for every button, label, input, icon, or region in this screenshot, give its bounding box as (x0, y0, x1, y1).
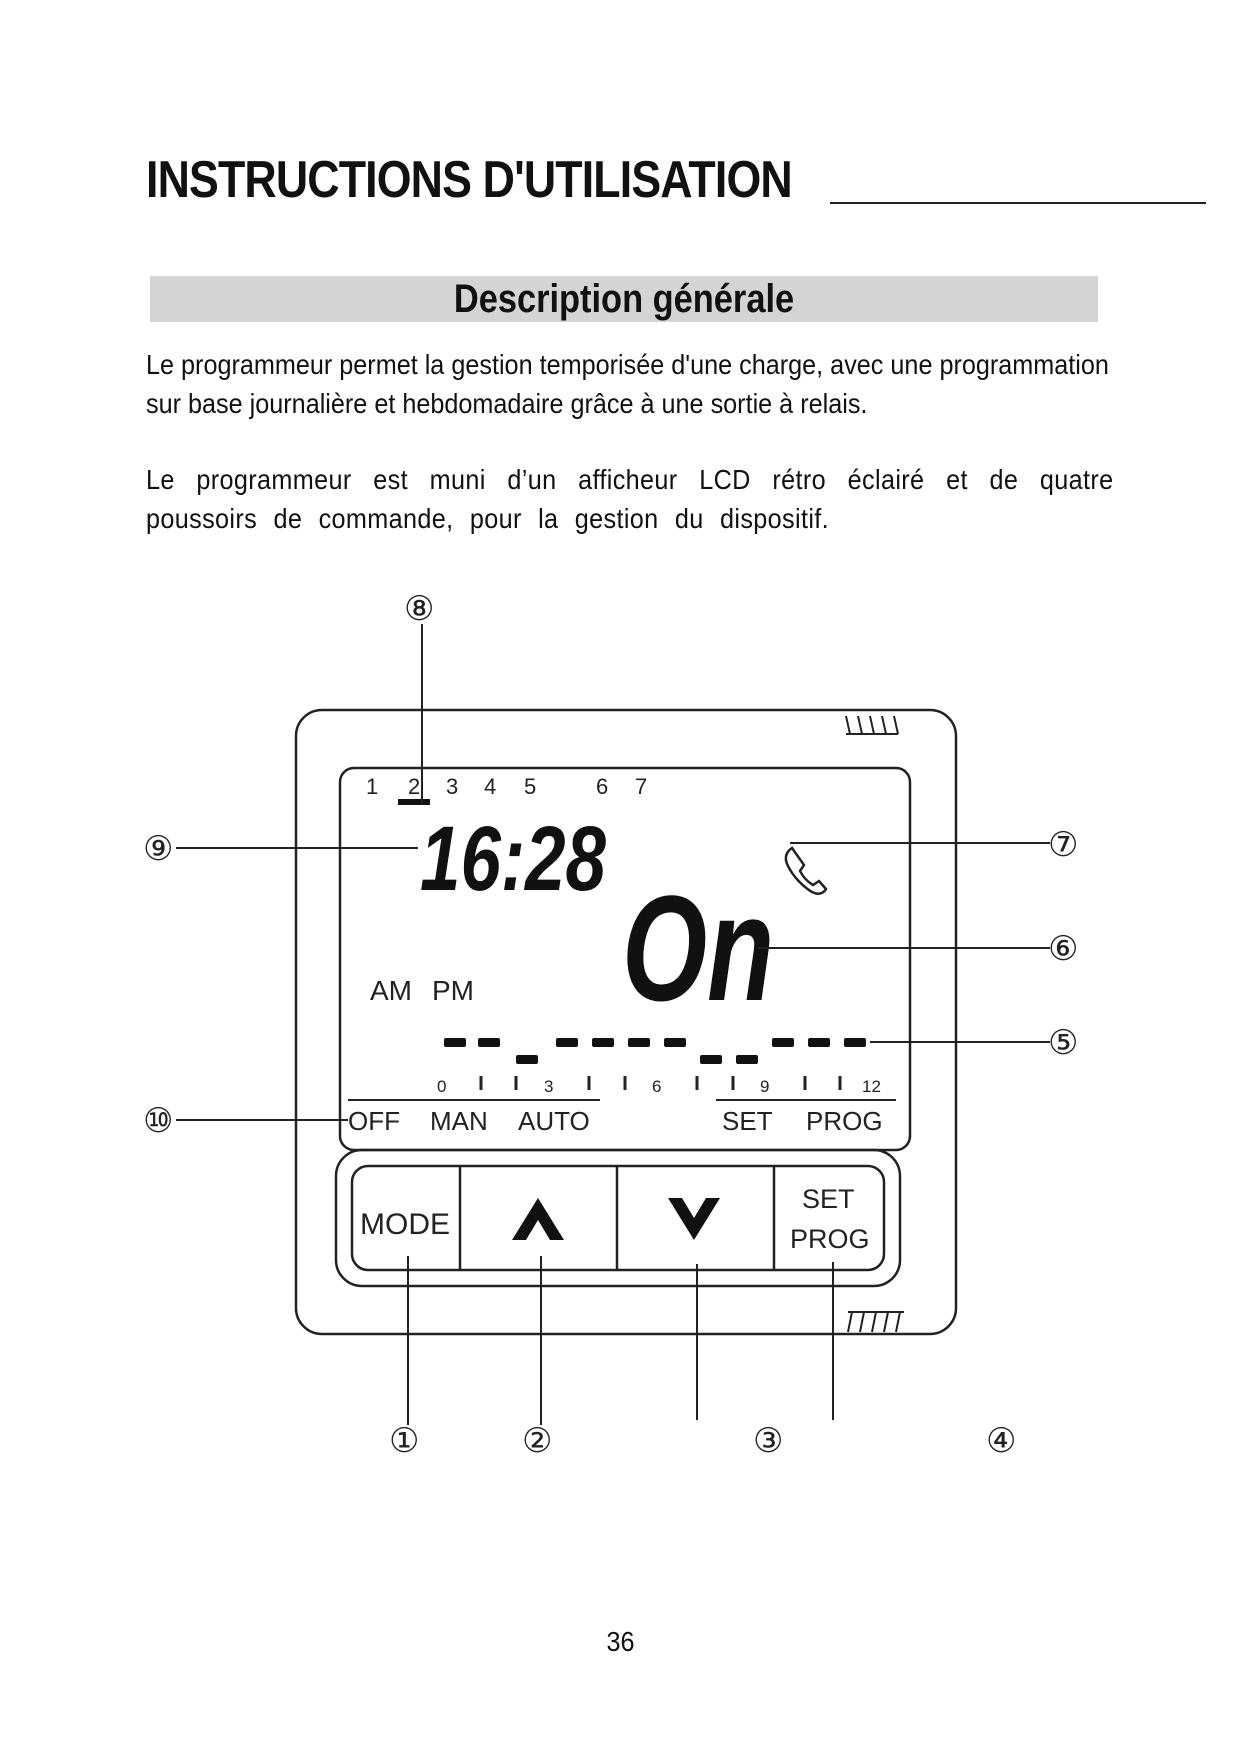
up-button[interactable] (461, 1167, 616, 1269)
schedule-bar (444, 1038, 866, 1064)
down-button[interactable] (618, 1167, 773, 1269)
schedule-segment (628, 1038, 650, 1047)
callout-5: ⑤ (1048, 1023, 1079, 1063)
day-7: 7 (635, 774, 648, 799)
hour-tick-0: 0 (437, 1077, 447, 1096)
schedule-segment (444, 1038, 466, 1047)
hour-scale (437, 1077, 881, 1096)
callout-1: ① (389, 1421, 420, 1461)
mode-labels (348, 1106, 883, 1136)
callout-10: ⑩ (143, 1101, 174, 1141)
callout-numbers (143, 589, 1078, 1461)
schedule-segment (516, 1055, 538, 1064)
day-5: 5 (524, 774, 537, 799)
day-4: 4 (484, 774, 497, 799)
vent-bottom (848, 1312, 904, 1332)
page-title: INSTRUCTIONS D'UTILISATION (146, 151, 792, 209)
status-display: On (622, 864, 774, 1032)
callout-2: ② (522, 1421, 553, 1461)
day-6: 6 (596, 774, 609, 799)
current-day-marker (398, 799, 430, 805)
schedule-segment (844, 1038, 866, 1047)
hour-tick-3: 3 (544, 1077, 554, 1096)
set-button-label: SET (802, 1184, 855, 1214)
schedule-segment (808, 1038, 830, 1047)
mode-button-label: MODE (360, 1208, 450, 1241)
prog-button-label: PROG (790, 1224, 870, 1254)
page-number: 36 (606, 1626, 635, 1657)
mode-prog: PROG (806, 1106, 883, 1136)
mode-man: MAN (430, 1106, 488, 1136)
am-label: AM (370, 975, 412, 1006)
schedule-segment (478, 1038, 500, 1047)
callout-6: ⑥ (1048, 929, 1079, 969)
mode-off: OFF (348, 1106, 400, 1136)
callout-9: ⑨ (143, 829, 174, 869)
hour-tick-12: 12 (862, 1077, 881, 1096)
day-1: 1 (366, 774, 379, 799)
paragraph-1: Le programmeur permet la gestion temporisée d'une charge, avec une programmation sur base journalière et hebdomadaire grâce à une sortie à relais. (146, 349, 1109, 419)
day-row (366, 774, 647, 799)
mode-set: SET (722, 1106, 773, 1136)
mode-button[interactable] (353, 1167, 459, 1269)
time-display: 16:28 (420, 808, 607, 910)
schedule-segment (556, 1038, 578, 1047)
hour-tick-9: 9 (760, 1077, 770, 1096)
schedule-segment (700, 1055, 722, 1064)
set-prog-button[interactable] (775, 1167, 883, 1269)
mode-auto: AUTO (518, 1106, 590, 1136)
day-3: 3 (446, 774, 459, 799)
phone-icon (786, 848, 826, 894)
day-2: 2 (408, 774, 421, 799)
hour-tick-6: 6 (652, 1077, 662, 1096)
section-heading: Description générale (453, 277, 795, 321)
callout-4: ④ (986, 1421, 1017, 1461)
vent-top (846, 716, 898, 734)
schedule-segment (664, 1038, 686, 1047)
callout-3: ③ (753, 1421, 784, 1461)
schedule-segment (736, 1055, 758, 1064)
paragraph-2: Le programmeur est muni d’un afficheur LCD rétro éclairé et de quatre poussoirs de commande, pour la gestion du dispositif. (146, 464, 1114, 534)
callout-leaders (176, 624, 1050, 1425)
pm-label: PM (432, 975, 474, 1006)
callout-7: ⑦ (1048, 825, 1079, 865)
callout-8: ⑧ (404, 589, 435, 629)
schedule-segment (592, 1038, 614, 1047)
schedule-segment (772, 1038, 794, 1047)
